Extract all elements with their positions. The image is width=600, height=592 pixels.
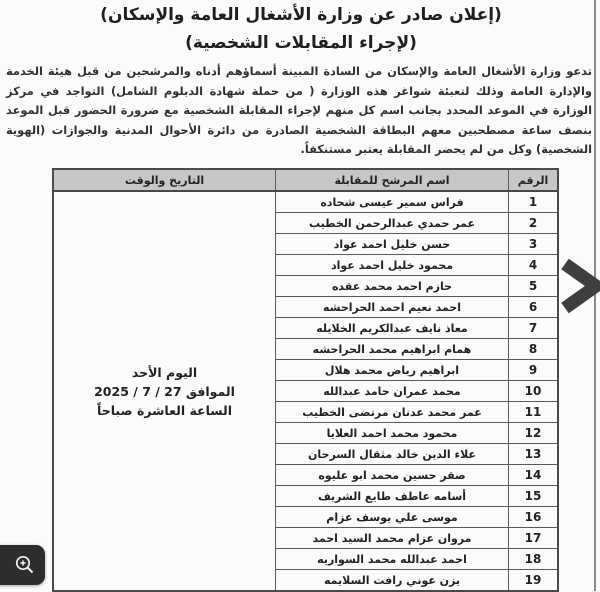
- candidate-name: علاء الدين خالد مثقال السرحان: [276, 444, 509, 465]
- candidate-name: حازم احمد محمد عقده: [276, 276, 509, 297]
- row-number: 11: [509, 402, 559, 423]
- candidate-name: مروان عزام محمد السيد احمد: [276, 528, 509, 549]
- magnifier-plus-icon: [13, 553, 37, 577]
- row-number: 6: [509, 297, 559, 318]
- candidate-name: عمر محمد عدنان مرتضى الخطيب: [276, 402, 509, 423]
- candidate-name: محمود خليل احمد عواد: [276, 255, 509, 276]
- row-number: 14: [509, 465, 559, 486]
- row-number: 9: [509, 360, 559, 381]
- row-number: 13: [509, 444, 559, 465]
- candidate-name: معاذ نايف عبدالكريم الخلايله: [276, 318, 509, 339]
- row-number: 19: [509, 570, 559, 592]
- row-number: 17: [509, 528, 559, 549]
- candidate-name: عمر حمدي عبدالرحمن الخطيب: [276, 213, 509, 234]
- candidate-name: همام ابراهيم محمد الحراحشه: [276, 339, 509, 360]
- row-number: 2: [509, 213, 559, 234]
- row-number: 15: [509, 486, 559, 507]
- zoom-in-button[interactable]: [0, 545, 45, 585]
- candidate-name: أسامه عاطف طايع الشريف: [276, 486, 509, 507]
- candidate-name: احمد نعيم احمد الحراحشه: [276, 297, 509, 318]
- row-number: 7: [509, 318, 559, 339]
- title-line-2: (لإجراء المقابلات الشخصية): [10, 29, 592, 57]
- datetime-line: الساعة العاشرة صباحاً: [56, 401, 273, 420]
- table-header: [53, 169, 558, 191]
- document-title: [10, 1, 592, 57]
- roster-body: [53, 191, 558, 591]
- row-number: 3: [509, 234, 559, 255]
- candidate-name: حسن خليل احمد عواد: [276, 234, 509, 255]
- next-image-arrow[interactable]: [560, 259, 600, 313]
- header-number: الرقم: [509, 169, 559, 191]
- table-row: [53, 191, 558, 213]
- header-name: اسم المرشح للمقابلة: [276, 169, 509, 191]
- candidate-name: يزن عوني رافت السلايمه: [276, 570, 509, 592]
- row-number: 5: [509, 276, 559, 297]
- candidate-name: محمد عمران حامد عبدالله: [276, 381, 509, 402]
- title-line-1: (إعلان صادر عن وزارة الأشغال العامة والإسكان): [10, 1, 592, 29]
- candidates-table: [52, 168, 559, 592]
- datetime-cell: [53, 191, 276, 591]
- datetime-line: الموافق 27 / 7 / 2025: [56, 382, 273, 401]
- candidate-name: احمد عبدالله محمد السواريه: [276, 549, 509, 570]
- datetime-line: اليوم الأحد: [56, 363, 273, 382]
- row-number: 12: [509, 423, 559, 444]
- chevron-right-icon: [560, 259, 600, 313]
- header-datetime: التاريخ والوقت: [53, 169, 276, 191]
- candidate-name: موسى علي يوسف عزام: [276, 507, 509, 528]
- row-number: 1: [509, 191, 559, 213]
- candidate-name: محمود محمد احمد العلايا: [276, 423, 509, 444]
- row-number: 18: [509, 549, 559, 570]
- candidate-name: فراس سمير عيسى شحاده: [276, 191, 509, 213]
- announcement-body-text: تدعو وزارة الأشغال العامة والإسكان من السادة المبينة أسماؤهم أدناه والمرشحين من قبل هيئة الخدمة والإدارة العامة وذلك لتعبئة شواغر هذه الوزارة ( من حملة شهادة الدبلوم الشامل) التواجد في مركز الوزارة في الموعد المحدد بجانب اسم كل منهم لإجراء المقابلة الشخصية مع ضرورة الحضور قبل الموعد بنصف ساعة مصطحبين معهم البطاقة الشخصية الصادرة من دائرة الأحوال المدنية والجوازات (الهوية الشخصية) وكل من لم يحضر المقابلة يعتبر مستنكفاً.: [6, 62, 592, 160]
- row-number: 4: [509, 255, 559, 276]
- row-number: 8: [509, 339, 559, 360]
- candidate-name: صقر حسين محمد ابو عليوه: [276, 465, 509, 486]
- row-number: 10: [509, 381, 559, 402]
- candidate-name: ابراهيم رياض محمد هلال: [276, 360, 509, 381]
- row-number: 16: [509, 507, 559, 528]
